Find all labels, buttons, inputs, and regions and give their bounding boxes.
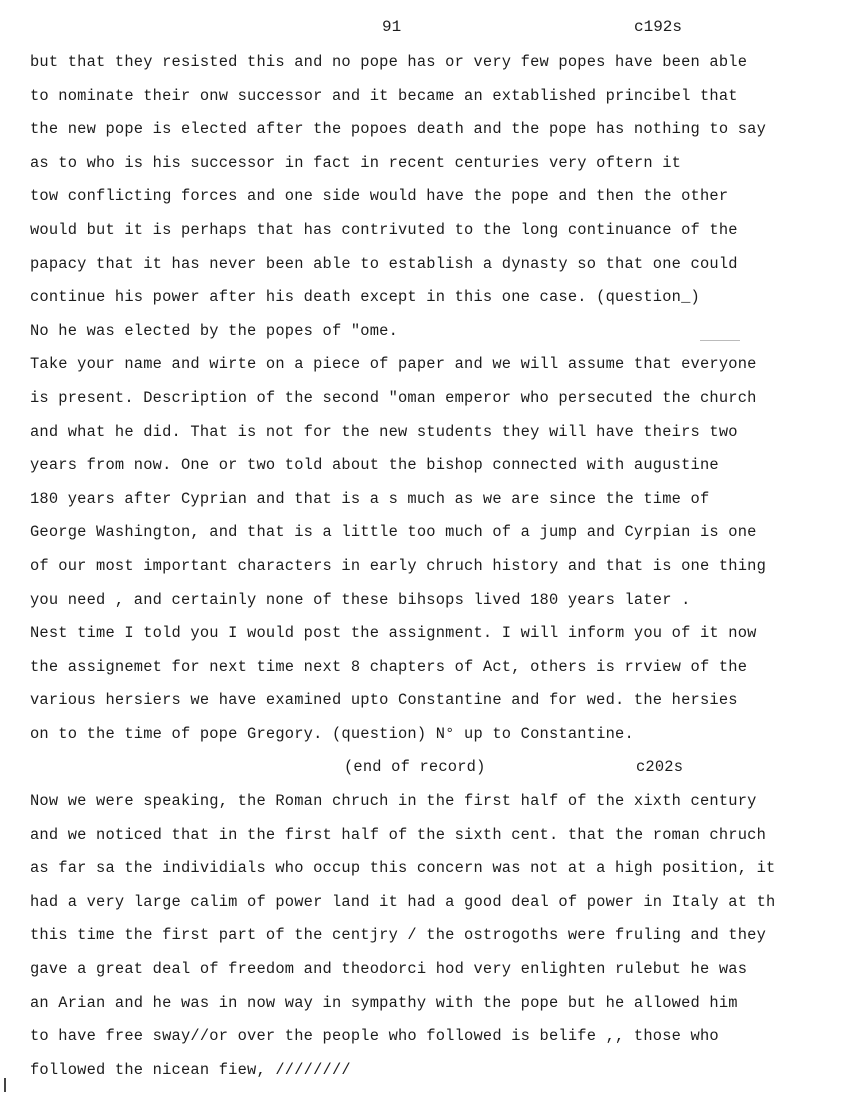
text-line: to have free sway//or over the people who followed is belife ,, those who [30,1027,719,1046]
text-line: but that they resisted this and no pope has or very few popes have been able [30,53,748,71]
text-line: Take your name and wirte on a piece of paper and we will assume that everyone [30,355,757,374]
margin-mark [4,1078,6,1092]
record-code: c192s [634,18,683,36]
page-header [0,14,850,38]
text-line: as far sa the individials who occup this concern was not at a high position, it [30,859,776,878]
text-line: the assignemet for next time next 8 chapters of Act, others is rrview of the [30,657,748,676]
text-line: No he was elected by the popes of "ome. [30,321,398,340]
end-of-record-line [30,751,830,785]
text-line: of our most important characters in early chruch history and that is one thing [30,556,766,575]
text-line: and we noticed that in the first half of the sixth cent. that the roman chruch [30,825,766,844]
end-of-record-label: (end of record) [344,758,486,777]
text-line: had a very large calim of power land it had a good deal of power in Italy at th [30,892,776,911]
text-line: you need , and certainly none of these bihsops lived 180 years later . [30,590,691,609]
text-line: is present. Description of the second "oman emperor who persecuted the church [30,388,757,407]
text-line: various hersiers we have examined upto Constantine and for wed. the hersies [30,691,738,710]
text-line: would but it is perhaps that has contrivuted to the long continuance of the [30,220,738,239]
text-line: this time the first part of the centjry / the ostrogoths were fruling and they [30,926,766,945]
text-line: on to the time of pope Gregory. (question) N° up to Constantine. [30,724,634,743]
stray-mark [700,340,740,341]
text-line: George Washington, and that is a little too much of a jump and Cyrpian is one [30,523,757,542]
page-number: 91 [382,18,402,36]
text-line: Now we were speaking, the Roman chruch in the first half of the xixth century [30,792,757,811]
text-line: tow conflicting forces and one side would have the pope and then the other [30,187,729,206]
text-line: and what he did. That is not for the new students they will have theirs two [30,422,738,441]
text-line: years from now. One or two told about the bishop connected with augustine [30,456,719,475]
text-line: gave a great deal of freedom and theodorci hod very enlighten rulebut he was [30,960,748,979]
text-line: continue his power after his death except in this one case. (question_) [30,288,700,307]
text-line: 180 years after Cyprian and that is a s much as we are since the time of [30,489,710,508]
next-record-code: c202s [636,758,684,777]
text-line: as to who is his successor in fact in recent centuries very oftern it [30,153,682,172]
text-line: an Arian and he was in now way in sympathy with the pope but he allowed him [30,993,738,1012]
text-line: followed the nicean fiew, //////// [30,1060,351,1079]
text-line: papacy that it has never been able to establish a dynasty so that one could [30,254,738,273]
text-line: Nest time I told you I would post the assignment. I will inform you of it now [30,624,757,643]
transcript-body [30,46,830,1087]
text-line: the new pope is elected after the popoes death and the pope has nothing to say [30,120,766,139]
text-line: to nominate their onw successor and it became an extablished princibel that [30,86,738,105]
